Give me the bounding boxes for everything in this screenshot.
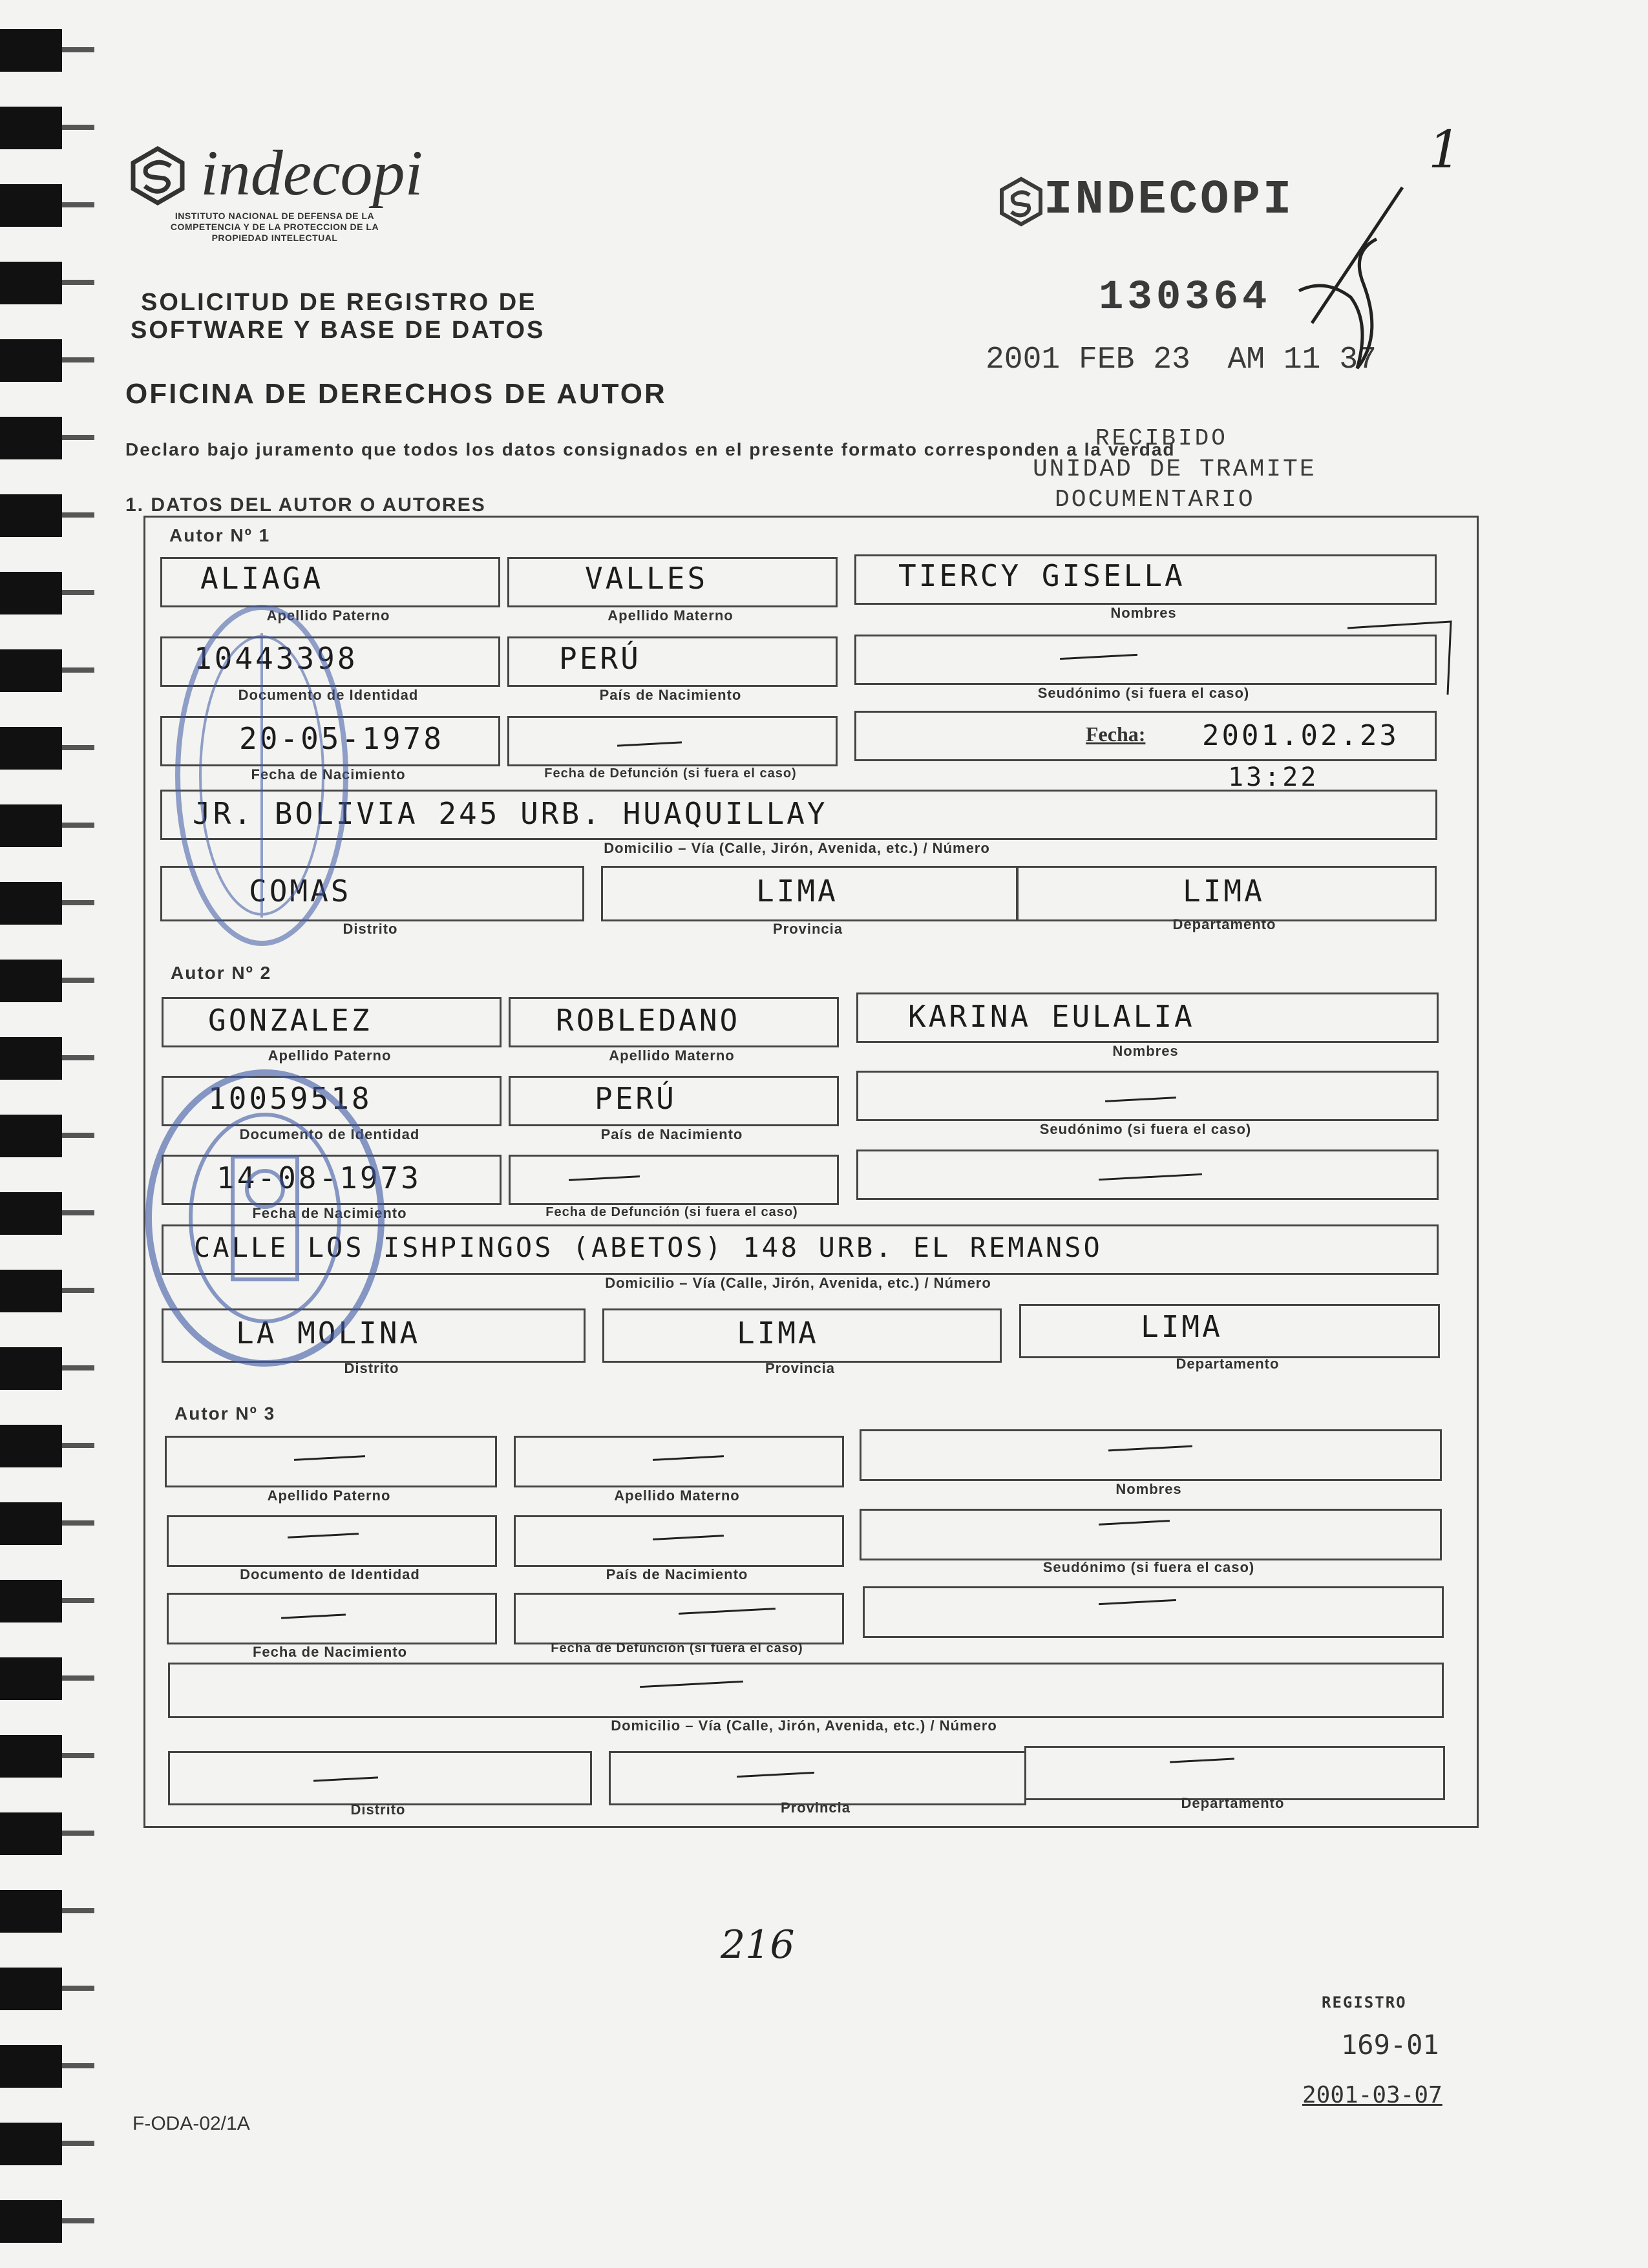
autor-3-provincia-field[interactable]: [609, 1751, 1026, 1805]
binder-hole: [0, 572, 62, 614]
declaration-text: Declaro bajo juramento que todos los datos consignados en el presente formato corresponden a la verdad: [125, 439, 1176, 459]
binder-hole: [0, 1580, 62, 1622]
binder-hole: [0, 1735, 62, 1778]
autor-3-fecha-def-field[interactable]: [514, 1593, 844, 1644]
binder-hole: [0, 1657, 62, 1700]
autor-2-fecha-nac: 14-08-1973: [217, 1160, 421, 1195]
caption-nombres: Nombres: [1112, 1043, 1179, 1059]
autor-1-apellido-paterno: ALIAGA: [200, 561, 324, 596]
autor-1-documento: 10443398: [194, 641, 358, 676]
caption-domicilio: Domicilio – Vía (Calle, Jirón, Avenida, etc.) / Número: [604, 840, 990, 856]
caption-departamento: Departamento: [1172, 916, 1276, 932]
autor-2-nombres: KARINA EULALIA: [908, 999, 1195, 1034]
receipt-stamp-number: 130364: [1099, 275, 1271, 321]
autor-1-pais: PERÚ: [559, 641, 641, 676]
autor-3-apellido-materno-field[interactable]: [514, 1436, 844, 1487]
caption-apellido-materno: Apellido Materno: [609, 1047, 735, 1064]
caption-fecha-def: Fecha de Defunción (si fuera el caso): [545, 1205, 798, 1219]
correction-mark-icon: [1344, 620, 1454, 698]
binder-hole: [0, 339, 62, 382]
autor-2-apellido-paterno: GONZALEZ: [208, 1003, 372, 1038]
autor-2-apellido-materno: ROBLEDANO: [556, 1003, 741, 1038]
caption-pais: País de Nacimiento: [606, 1566, 748, 1582]
caption-pais: País de Nacimiento: [600, 1126, 743, 1142]
binder-hole: [0, 1115, 62, 1157]
binder-hole: [0, 1425, 62, 1467]
caption-fecha-def: Fecha de Defunción (si fuera el caso): [544, 766, 797, 781]
binder-hole: [0, 649, 62, 692]
binder-hole: [0, 804, 62, 847]
expert-stamp-icon: [136, 1060, 394, 1376]
caption-apellido-materno: Apellido Materno: [614, 1487, 740, 1504]
caption-provincia: Provincia: [765, 1360, 836, 1376]
binder-hole: [0, 1812, 62, 1855]
caption-distrito: Distrito: [344, 1360, 399, 1376]
binder-hole: [0, 2123, 62, 2165]
binder-hole: [0, 727, 62, 770]
autor-2-seudonimo-field[interactable]: [856, 1071, 1439, 1121]
autor-3-label: Autor Nº 3: [174, 1403, 276, 1423]
autor-3-pais-field[interactable]: [514, 1515, 844, 1567]
fecha-annotation-label: Fecha:: [1086, 722, 1146, 746]
autor-1-fecha-nac: 20-05-1978: [239, 721, 444, 756]
registry-stamp-number: 169-01: [1341, 2029, 1439, 2061]
autor-1-pais-field[interactable]: [507, 636, 838, 687]
autor-2-departamento-field[interactable]: [1019, 1304, 1440, 1358]
caption-nombres: Nombres: [1115, 1481, 1182, 1497]
binder-hole: [0, 1890, 62, 1933]
autor-3-extra-field[interactable]: [863, 1586, 1444, 1638]
autor-1-apellido-materno: VALLES: [585, 561, 708, 596]
binder-holes: [0, 0, 97, 2268]
caption-provincia: Provincia: [772, 921, 843, 937]
autor-2-label: Autor Nº 2: [171, 963, 272, 983]
section-title: 1. DATOS DEL AUTOR O AUTORES: [125, 494, 486, 516]
caption-apellido-paterno: Apellido Paterno: [267, 1487, 391, 1504]
office-title: OFICINA DE DERECHOS DE AUTOR: [125, 378, 667, 410]
binder-hole: [0, 262, 62, 304]
autor-2-distrito: LA MOLINA: [236, 1316, 421, 1350]
autor-2-provincia: LIMA: [737, 1316, 819, 1350]
autor-3-apellido-paterno-field[interactable]: [165, 1436, 497, 1487]
binder-hole: [0, 1037, 62, 1080]
autor-1-departamento: LIMA: [1183, 874, 1265, 908]
autor-3-fecha-nac-field[interactable]: [167, 1593, 497, 1644]
caption-seudonimo: Seudónimo (si fuera el caso): [1039, 1121, 1252, 1137]
caption-departamento: Departamento: [1181, 1795, 1285, 1811]
caption-pais: País de Nacimiento: [599, 687, 742, 703]
autor-3-nombres-field[interactable]: [860, 1429, 1442, 1481]
autor-2-documento: 10059518: [208, 1081, 372, 1116]
receipt-stamp-line2: UNIDAD DE TRAMITE: [1033, 456, 1316, 483]
binder-hole: [0, 2200, 62, 2243]
fecha-annotation-value: 2001.02.23: [1202, 719, 1399, 752]
caption-apellido-paterno: Apellido Paterno: [268, 1047, 392, 1064]
caption-departamento: Departamento: [1176, 1356, 1280, 1372]
binder-hole: [0, 107, 62, 149]
receipt-stamp-line3: DOCUMENTARIO: [1055, 486, 1255, 514]
autor-3-seudonimo-field[interactable]: [860, 1509, 1442, 1560]
autor-2-departamento: LIMA: [1141, 1309, 1223, 1344]
binder-hole: [0, 1502, 62, 1545]
autor-1-provincia: LIMA: [756, 874, 838, 908]
caption-domicilio: Domicilio – Vía (Calle, Jirón, Avenida, etc.) / Número: [611, 1717, 997, 1734]
form-title-line1: SOLICITUD DE REGISTRO DE: [141, 289, 537, 316]
binder-hole: [0, 2045, 62, 2088]
caption-nombres: Nombres: [1110, 605, 1177, 621]
autor-1-nombres: TIERCY GISELLA: [898, 558, 1185, 593]
caption-fecha-nac: Fecha de Nacimiento: [252, 1205, 407, 1221]
signature-icon: [1286, 174, 1415, 388]
receipt-stamp-datetime: 2001 FEB 23 AM 11 37: [986, 342, 1377, 377]
caption-documento: Documento de Identidad: [239, 1126, 420, 1142]
registry-stamp-date: 2001-03-07: [1302, 2082, 1442, 2108]
caption-fecha-def: Fecha de Defunción (si fuera el caso): [551, 1641, 803, 1655]
binder-hole: [0, 417, 62, 459]
caption-apellido-paterno: Apellido Paterno: [266, 607, 390, 624]
page-mark: 1: [1428, 120, 1461, 180]
brand-subtitle: INSTITUTO NACIONAL DE DEFENSA DE LA COMPETENCIA Y DE LA PROTECCION DE LA PROPIEDAD INTELECTUAL: [170, 211, 379, 243]
receipt-stamp-org: INDECOPI: [1044, 173, 1294, 227]
binder-hole: [0, 1347, 62, 1390]
autor-3-documento-field[interactable]: [167, 1515, 497, 1567]
registry-stamp-title: REGISTRO: [1322, 1993, 1407, 2011]
caption-fecha-nac: Fecha de Nacimiento: [252, 1644, 408, 1660]
autor-1-domicilio: JR. BOLIVIA 245 URB. HUAQUILLAY: [193, 796, 828, 831]
autor-2-domicilio: CALLE LOS ISHPINGOS (ABETOS) 148 URB. EL REMANSO: [194, 1232, 1103, 1263]
indecopi-stamp-icon: [998, 176, 1044, 227]
autor-2-pais: PERÚ: [595, 1081, 677, 1116]
autor-1-distrito: COMAS: [249, 874, 352, 908]
hora-annotation: 13:22: [1228, 762, 1319, 792]
notary-stamp-icon: [165, 594, 359, 956]
binder-hole: [0, 1192, 62, 1235]
binder-hole: [0, 494, 62, 537]
binder-hole: [0, 1968, 62, 2010]
autor-1-label: Autor Nº 1: [169, 525, 271, 545]
binder-hole: [0, 1270, 62, 1312]
binder-hole: [0, 960, 62, 1002]
binder-hole: [0, 184, 62, 227]
receipt-stamp-line1: RECIBIDO: [1095, 425, 1228, 452]
autor-3-distrito-field[interactable]: [168, 1751, 592, 1805]
autor-2-extra-field[interactable]: [856, 1150, 1439, 1200]
caption-distrito: Distrito: [343, 921, 398, 937]
form-code: F-ODA-02/1A: [132, 2113, 250, 2134]
autor-3-domicilio-field[interactable]: [168, 1663, 1444, 1718]
caption-apellido-materno: Apellido Materno: [607, 607, 734, 624]
caption-documento: Documento de Identidad: [240, 1566, 420, 1582]
autor-1-fecha-def-field[interactable]: [507, 716, 838, 766]
caption-distrito: Distrito: [350, 1801, 406, 1818]
caption-documento: Documento de Identidad: [238, 687, 419, 703]
caption-seudonimo: Seudónimo (si fuera el caso): [1042, 1559, 1255, 1575]
caption-provincia: Provincia: [780, 1800, 851, 1816]
form-title-line2: SOFTWARE Y BASE DE DATOS: [131, 317, 545, 344]
binder-hole: [0, 29, 62, 72]
caption-seudonimo: Seudónimo (si fuera el caso): [1037, 685, 1250, 701]
page-number: 216: [721, 1922, 795, 1968]
indecopi-logo-icon: [125, 143, 190, 208]
autor-3-departamento-field[interactable]: [1024, 1746, 1445, 1800]
caption-domicilio: Domicilio – Vía (Calle, Jirón, Avenida, etc.) / Número: [605, 1275, 991, 1291]
binder-hole: [0, 882, 62, 925]
autor-2-fecha-def-field[interactable]: [509, 1155, 839, 1205]
caption-fecha-nac: Fecha de Nacimiento: [251, 766, 406, 782]
brand-name: indecopi: [200, 137, 423, 209]
